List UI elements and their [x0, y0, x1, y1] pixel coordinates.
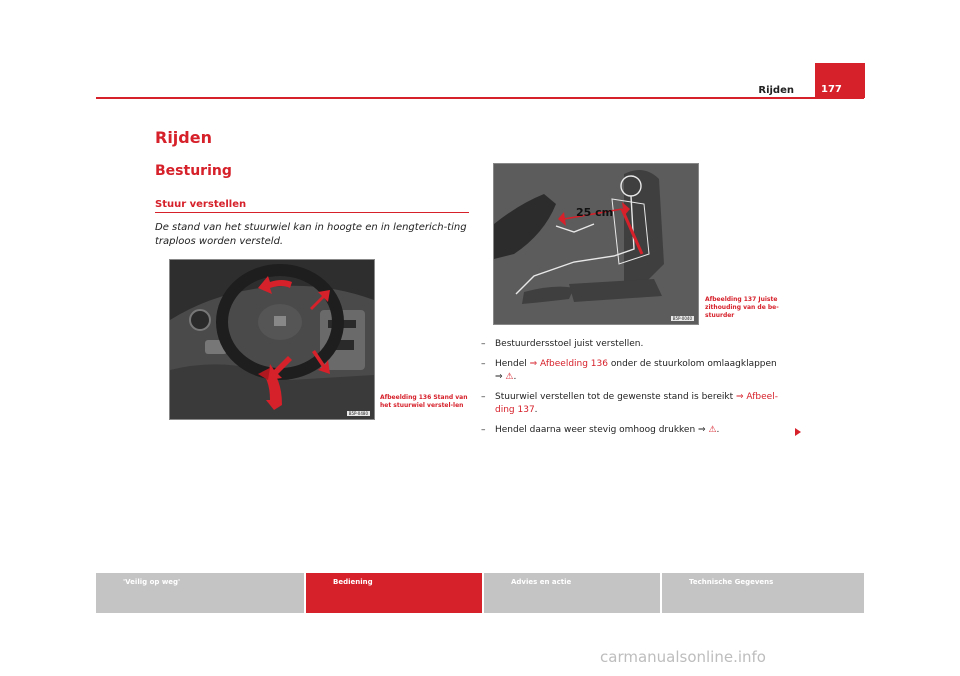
page-number: 177	[821, 84, 842, 95]
step-end: .	[534, 405, 538, 415]
running-header-title: Rijden	[758, 85, 794, 96]
figure-code: B5P-0040	[672, 316, 692, 321]
figure-reference-link[interactable]: ⇒ Afbeelding 136	[529, 359, 608, 369]
distance-label: 25 cm	[576, 206, 614, 219]
subsection-rule	[155, 212, 469, 213]
continue-arrow-icon	[795, 428, 801, 436]
footer-tab-bediening[interactable]	[306, 573, 482, 613]
figure-reference-link[interactable]: ⇒ Afbeel-ding 137	[495, 392, 778, 415]
step-dash: –	[481, 359, 486, 369]
step-4	[481, 424, 791, 437]
step-text: Stuurwiel verstellen tot de gewenste stand is bereikt	[495, 392, 736, 402]
step-1	[481, 338, 791, 351]
step-dash: –	[481, 339, 486, 349]
step-2	[481, 358, 791, 384]
footer-tab-label: Technische Gegevens	[689, 578, 774, 586]
footer-tab-advies-en-actie[interactable]	[484, 573, 660, 613]
warning-triangle-icon[interactable]: ⚠	[505, 372, 514, 382]
chapter-heading: Rijden	[155, 128, 212, 147]
section-heading: Besturing	[155, 163, 232, 179]
footer-tab-label: Advies en actie	[511, 578, 572, 586]
step-3	[481, 391, 791, 417]
figure-caption-137: Afbeelding 137 Juiste zithouding van de be-stuurder	[705, 296, 779, 319]
footer-tab-label: Bediening	[333, 578, 373, 586]
warning-arrow: ⇒	[495, 372, 503, 382]
step-text: Hendel daarna weer stevig omhoog drukken	[495, 425, 699, 435]
step-dash: –	[481, 392, 486, 402]
header-rule	[96, 97, 864, 99]
footer-tab-veilig-op-weg[interactable]	[96, 573, 304, 613]
step-end: .	[716, 425, 720, 435]
step-text: onder de stuurkolom omlaagklappen	[608, 359, 777, 369]
subsection-heading: Stuur verstellen	[155, 199, 247, 210]
figure-steering-wheel	[169, 259, 375, 420]
step-text: Hendel	[495, 359, 530, 369]
warning-triangle-icon[interactable]: ⚠	[708, 425, 717, 435]
figure-caption-136: Afbeelding 136 Stand van het stuurwiel verstel-len	[380, 394, 468, 409]
figure-code: B5P-0480	[348, 411, 368, 416]
instruction-steps	[481, 338, 791, 444]
step-end: .	[513, 372, 517, 382]
intro-text: De stand van het stuurwiel kan in hoogte en in lengterich-ting traploos worden versteld.	[155, 222, 467, 247]
warning-arrow: ⇒	[698, 425, 706, 435]
figure-seating-position	[493, 163, 699, 325]
step-text: Bestuurdersstoel juist verstellen.	[495, 339, 644, 349]
watermark: carmanualsonline.info	[600, 648, 766, 666]
steering-wheel-illustration	[170, 260, 374, 419]
seating-position-illustration	[494, 164, 698, 324]
step-dash: –	[481, 425, 486, 435]
footer-tab-label: 'Veilig op weg'	[123, 578, 181, 586]
page-number-box	[815, 63, 865, 98]
footer-tab-technische-gegevens[interactable]	[662, 573, 864, 613]
